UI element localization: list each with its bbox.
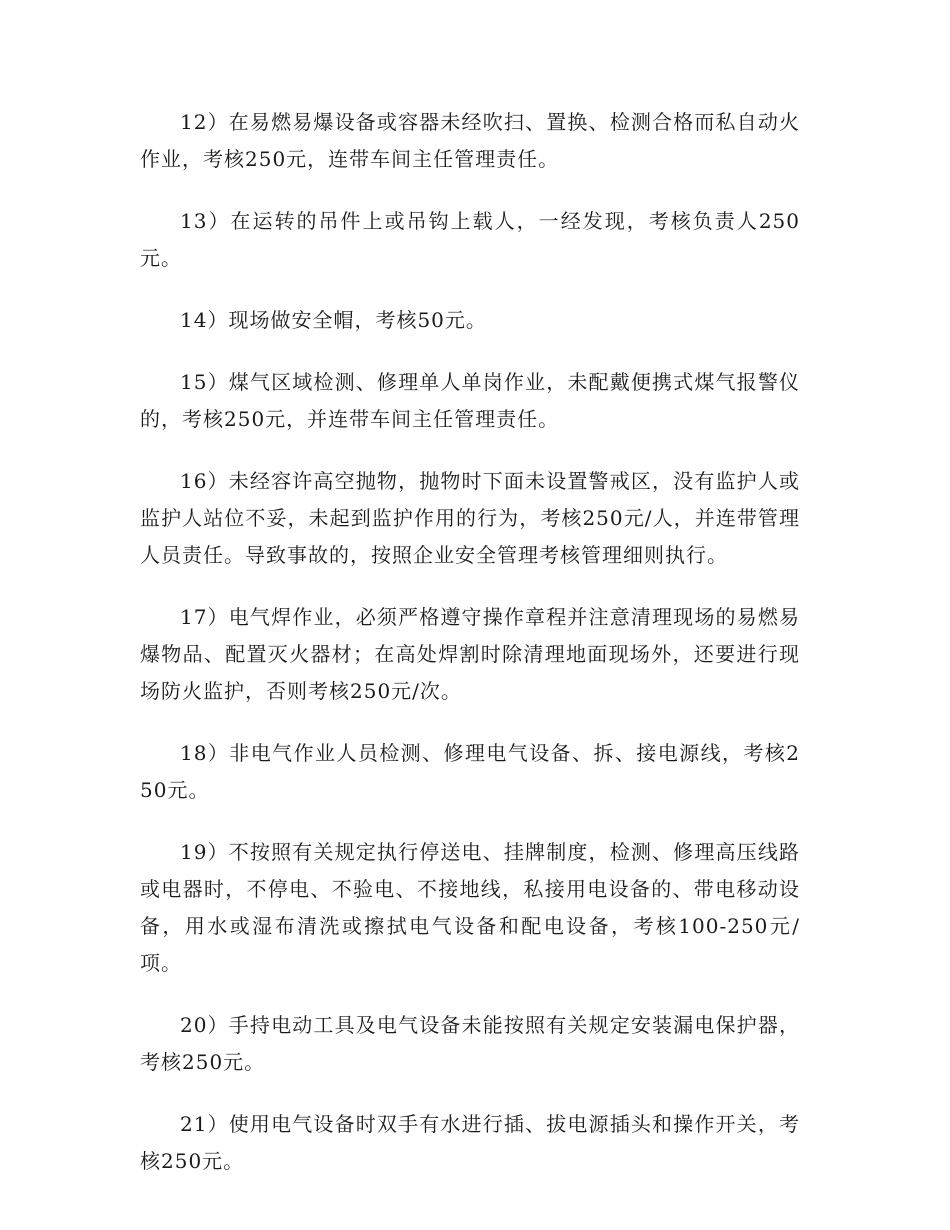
- paragraph-item-21: 21）使用电气设备时双手有水进行插、拔电源插头和操作开关，考核250元。: [140, 1112, 800, 1173]
- paragraph-item-19: 19）不按照有关规定执行停送电、挂牌制度，检测、修理高压线路或电器时，不停电、不验电、不接地线，私接用电设备的、带电移动设备，用水或湿布清洗或擦拭电气设备和配电设备，考核100-250元/项。: [140, 840, 800, 975]
- paragraph-item-12: 12）在易燃易爆设备或容器未经吹扫、置换、检测合格而私自动火作业，考核250元，连带车间主任管理责任。: [140, 110, 800, 171]
- document-page: [140, 104, 800, 1205]
- paragraph-item-13: 13）在运转的吊件上或吊钩上载人，一经发现，考核负责人250元。: [140, 209, 800, 270]
- paragraph-item-18: 18）非电气作业人员检测、修理电气设备、拆、接电源线，考核250元。: [140, 741, 800, 802]
- paragraph-item-14: 14）现场做安全帽，考核50元。: [180, 308, 487, 332]
- paragraph-item-16: 16）未经容许高空抛物，抛物时下面未设置警戒区，没有监护人或监护人站位不妥，未起到监护作用的行为，考核250元/人，并连带管理人员责任。导致事故的，按照企业安全管理考核管理细则执行。: [140, 469, 800, 567]
- paragraph-item-15: 15）煤气区域检测、修理单人单岗作业，未配戴便携式煤气报警仪的，考核250元，并连带车间主任管理责任。: [140, 370, 800, 431]
- paragraph-item-20: 20）手持电动工具及电气设备未能按照有关规定安装漏电保护器，考核250元。: [140, 1013, 800, 1074]
- paragraph-item-17: 17）电气焊作业，必须严格遵守操作章程并注意清理现场的易燃易爆物品、配置灭火器材；在高处焊割时除清理地面现场外，还要进行现场防火监护，否则考核250元/次。: [140, 605, 800, 703]
